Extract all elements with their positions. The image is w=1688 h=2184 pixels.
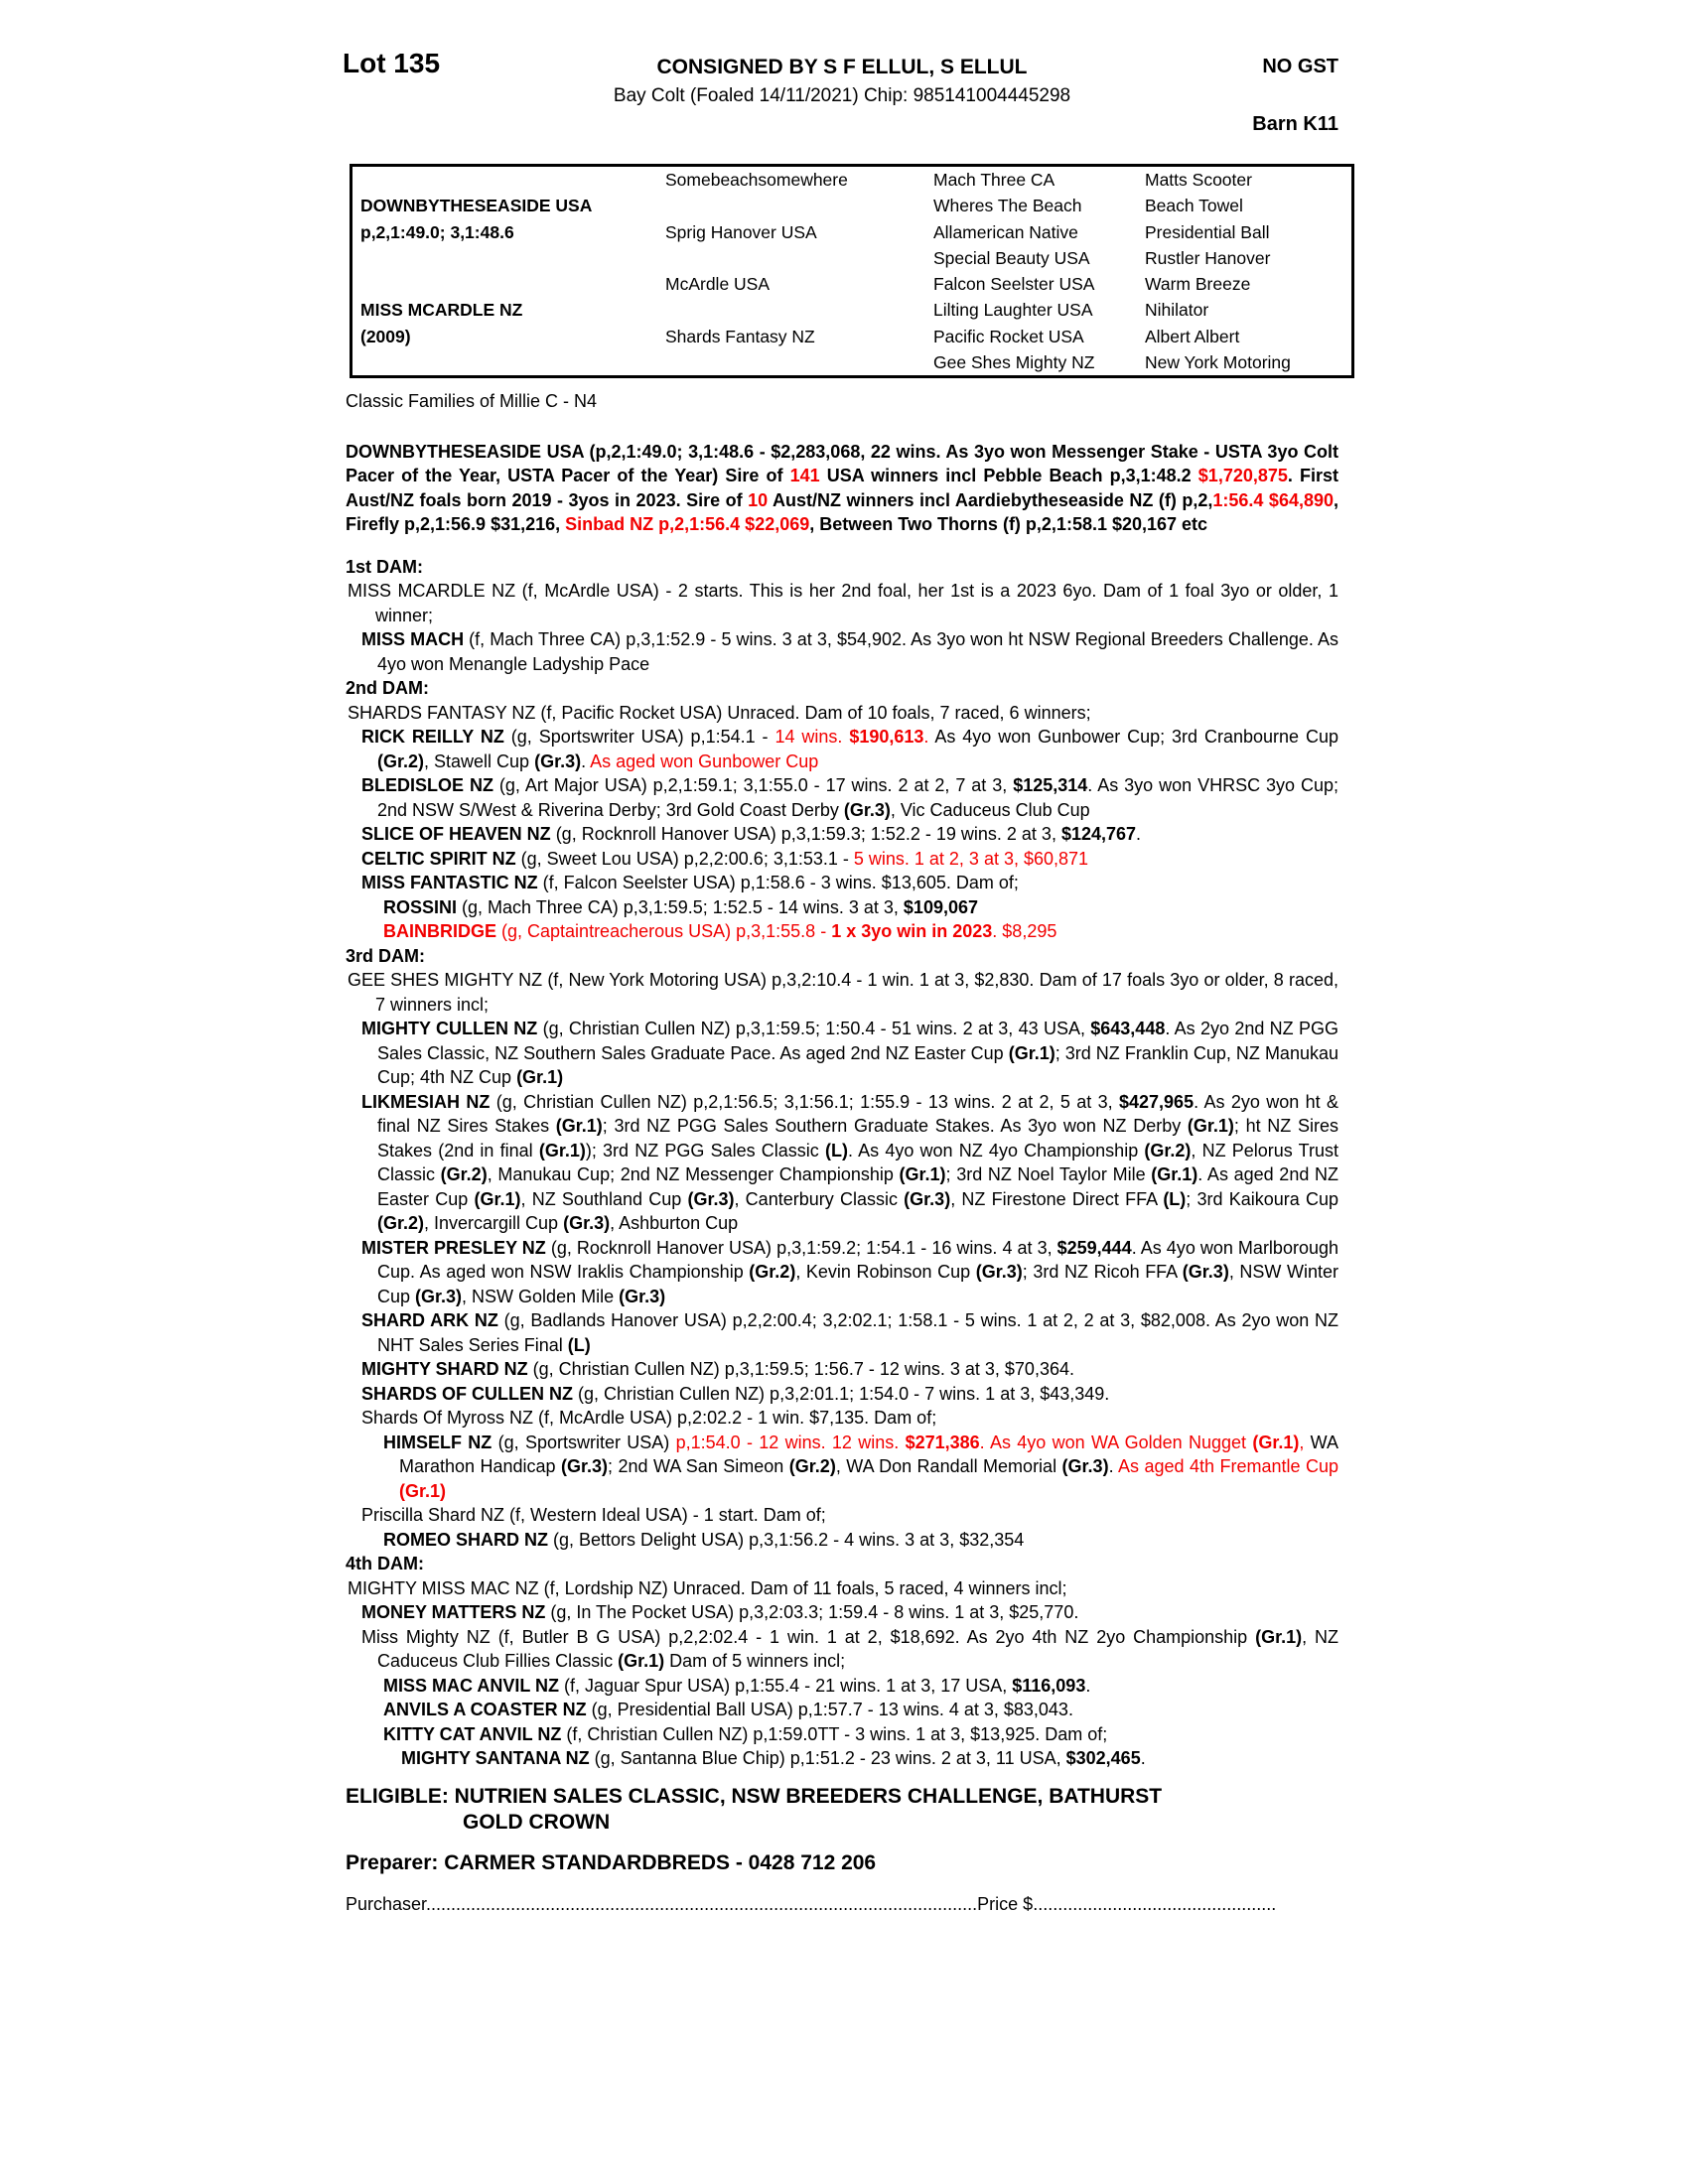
entry-likmesiah-run: (Gr.1) [1151,1164,1198,1184]
entry-likmesiah-run: (Gr.1) [555,1116,603,1136]
sire-summary-run: DOWNBYTHESEASIDE USA (p,2,1:49.0; 3,1:48.6 - $2,283,068, 22 wins. As 3yo won Messenger Stake - USTA 3yo Colt Pacer of the Year, USTA Pacer of the Year) Sire of [346,441,1338,485]
entry-shards-of-cullen [346,1382,1338,1407]
entry-gee-shes-mighty-run: GEE SHES MIGHTY NZ (f, New York Motoring USA) p,3,2:10.4 - 1 win. 1 at 3, $2,830. Dam of 17 foals 3yo or older, 8 raced, 7 winners incl; [348,970,1338,1015]
entry-bainbridge-run: 1 x 3yo win in 2023 [831,921,993,941]
entry-himself-run: , WA Don Randall Memorial [835,1456,1062,1476]
entry-shards-of-myross [346,1406,1338,1431]
entry-himself-run: . [1108,1456,1119,1476]
entry-likmesiah-run: ); 3rd NZ PGG Sales Classic [585,1140,825,1160]
pedigree-cell: DOWNBYTHESEASIDE USA [360,196,593,216]
entry-mister-presley-run: (Gr.3) [619,1286,666,1306]
pedigree-cell: Beach Towel [1145,196,1243,216]
entry-likmesiah-run: , Ashburton Cup [610,1213,739,1233]
pedigree-table [352,167,1351,375]
dam4-heading [346,1552,1338,1576]
entry-bledisloe-run: . As 3yo won VHRSC 3yo Cup; 2nd NSW S/West & Riverina Derby; 3rd Gold Coast Derby [377,775,1338,820]
pedigree-row [352,167,1351,193]
pedigree-cell [352,271,665,297]
entry-celtic-spirit-run: CELTIC SPIRIT NZ [361,848,516,869]
entry-miss-mcardle [346,579,1338,627]
entry-miss-mac-anvil [346,1674,1338,1699]
entry-himself-run: (Gr.1) [1252,1432,1300,1452]
entry-shard-ark [346,1308,1338,1357]
sire-summary-run: 10 [748,489,769,510]
pedigree-cell: Gee Shes Mighty NZ [933,351,1095,372]
entry-likmesiah-run: ; 3rd NZ Noel Taylor Mile [945,1164,1152,1184]
eligible-line-1-run: ELIGIBLE: NUTRIEN SALES CLASSIC, NSW BREEDERS CHALLENGE, BATHURST [346,1784,1163,1808]
entry-mighty-cullen [346,1017,1338,1090]
entry-himself-run: (g, Sportswriter USA) [492,1432,676,1452]
dam2-heading [346,676,1338,701]
entry-celtic-spirit-run: (g, Sweet Lou USA) p,2,2:00.6; 3,1:53.1 - [515,848,854,869]
entry-romeo-shard-run: ROMEO SHARD NZ [383,1529,548,1550]
entry-miss-fantastic-run: MISS FANTASTIC NZ [361,873,538,892]
sire-summary-run: . First Aust/NZ foals born 2019 - 3yos in 2023. Sire of [346,466,1338,510]
entry-mighty-cullen-run: (g, Christian Cullen NZ) p,3,1:59.5; 1:50.4 - 51 wins. 2 at 3, 43 USA, [537,1019,1091,1038]
entry-mighty-cullen-run: MIGHTY CULLEN NZ [361,1019,538,1038]
entry-miss-mach [346,627,1338,676]
entry-shard-ark-run: (g, Badlands Hanover USA) p,2,2:00.4; 3,2:02.1; 1:58.1 - 5 wins. 1 at 2, 2 at 3, $82,008. As 2yo won NZ NHT Sales Series Final [377,1310,1339,1355]
entry-miss-mach-run: (f, Mach Three CA) p,3,1:52.9 - 5 wins. 3 at 3, $54,902. As 3yo won ht NSW Regional Breeders Challenge. As 4yo won Menangle Ladyship Pace [377,629,1339,674]
dam3-heading [346,944,1338,969]
entry-likmesiah-run: $427,965 [1119,1091,1195,1112]
pedigree-cell: Somebeachsomewhere [665,170,848,191]
entry-money-matters-run: MONEY MATTERS NZ [361,1602,546,1622]
entry-mister-presley-run: , NSW Winter Cup [377,1262,1338,1306]
entry-rick-reilly-run: (Gr.2) [377,751,425,771]
pedigree-cell [352,245,665,271]
entry-rick-reilly-run: (g, Sportswriter USA) p,1:54.1 - [503,727,775,747]
entry-rick-reilly [346,725,1338,773]
entry-rossini-run: ROSSINI [383,896,458,917]
entry-miss-mac-anvil-run: . [1085,1675,1091,1696]
entry-likmesiah-run: ; 3rd NZ PGG Sales Southern Graduate Stakes. As 3yo won NZ Derby [602,1116,1188,1136]
entry-celtic-spirit-run: 5 wins. 1 at 2, 3 at 3, $60,871 [853,848,1089,869]
entry-mighty-miss-mac [346,1576,1338,1601]
sire-summary [346,440,1338,537]
entry-mister-presley-run: , Kevin Robinson Cup [795,1262,976,1282]
entry-himself-run: (Gr.2) [788,1456,836,1476]
entry-miss-mighty-run: Miss Mighty NZ (f, Butler B G USA) p,2,2:02.4 - 1 win. 1 at 2, $18,692. As 2yo 4th NZ 2yo Championship [361,1626,1256,1647]
entry-slice-of-heaven-run: . [1136,824,1142,844]
pedigree-cell: p,2,1:49.0; 3,1:48.6 [360,221,514,242]
entry-miss-mac-anvil-run: $116,093 [1012,1675,1086,1696]
entry-anvils-a-coaster [346,1698,1338,1722]
entry-rossini [346,895,1338,920]
pedigree-table-body [352,167,1351,375]
pedigree-cell: Pacific Rocket USA [933,326,1084,346]
entry-likmesiah-run: (Gr.3) [904,1188,951,1209]
entry-likmesiah-run: ; 3rd Kaikoura Cup [1186,1188,1339,1209]
entry-rossini-run: $109,067 [903,896,978,917]
entry-miss-mighty-run: Dam of 5 winners incl; [664,1651,846,1671]
entry-romeo-shard [346,1528,1338,1553]
entry-shards-fantasy [346,701,1338,726]
pedigree-row [352,349,1351,375]
entry-himself-run: As aged 4th Fremantle Cup [1118,1456,1339,1476]
entry-likmesiah-run: (L) [1163,1188,1187,1209]
entry-likmesiah-run: , Manukau Cup; 2nd NZ Messenger Championship [487,1164,900,1184]
entry-rick-reilly-run: . [581,751,591,771]
classic-families-line [346,389,1338,414]
barn-number: Barn K11 [1252,113,1338,135]
pedigree-cell: (2009) [360,326,411,346]
pedigree-cell: Shards Fantasy NZ [665,326,815,346]
entry-money-matters [346,1600,1338,1625]
sire-summary-run: 141 [789,466,820,485]
pedigree-cell: Warm Breeze [1145,274,1251,295]
entry-miss-mighty [346,1625,1338,1674]
pedigree-cell: Wheres The Beach [933,196,1082,216]
preparer-line [346,1851,1338,1876]
sire-summary-run: Aust/NZ winners incl Aardiebytheseaside NZ (f) p,2, [768,489,1213,510]
pedigree-cell: Allamerican Native [933,221,1078,242]
pedigree-cell [665,245,933,271]
entry-rick-reilly-run: $190,613 [849,727,924,747]
entry-mister-presley [346,1236,1338,1309]
eligible-line-1 [346,1785,1338,1810]
entry-rick-reilly-run: , Stawell Cup [424,751,535,771]
entry-miss-mighty-run: , NZ Caduceus Club Fillies Classic [377,1626,1338,1671]
entry-likmesiah-run: (Gr.3) [563,1213,611,1233]
entry-mighty-cullen-run: (Gr.1) [1008,1042,1055,1063]
entry-himself-run: ; 2nd WA San Simeon [608,1456,789,1476]
entry-kitty-cat-anvil-run: (f, Christian Cullen NZ) p,1:59.0TT - 3 wins. 1 at 3, $13,925. Dam of; [561,1723,1108,1744]
entry-likmesiah-run: , NZ Firestone Direct FFA [950,1188,1164,1209]
entry-likmesiah-run: (Gr.1) [538,1140,586,1160]
sire-summary-run: , Firefly p,2,1:56.9 $31,216, [346,489,1339,534]
entry-likmesiah [346,1090,1338,1236]
pedigree-row [352,245,1351,271]
entry-likmesiah-run: (Gr.2) [377,1213,425,1233]
pedigree-cell: New York Motoring [1145,351,1291,372]
pedigree-cell: Falcon Seelster USA [933,274,1095,295]
entry-slice-of-heaven-run: $124,767 [1060,824,1137,844]
pedigree-cell [352,349,665,375]
entry-shards-fantasy-run: SHARDS FANTASY NZ (f, Pacific Rocket USA) Unraced. Dam of 10 foals, 7 raced, 6 winners; [348,702,1091,723]
gst-status: NO GST [1262,56,1338,77]
entry-himself-run: , [1299,1432,1305,1452]
entry-bainbridge-run: . $8,295 [992,921,1057,941]
entry-mister-presley-run: ; 3rd NZ Ricoh FFA [1022,1262,1183,1282]
pedigree-row [352,219,1351,245]
entry-likmesiah-run: (Gr.1) [1187,1116,1234,1136]
entry-miss-fantastic-run: (f, Falcon Seelster USA) p,1:58.6 - 3 wins. $13,605. Dam of; [537,873,1019,892]
entry-rick-reilly-run: RICK REILLY NZ [361,727,504,747]
eligible-line-2-run: GOLD CROWN [463,1811,611,1834]
pedigree-cell: Presidential Ball [1145,221,1270,242]
purchaser-line-run: ................................................. [1033,1893,1277,1914]
entry-slice-of-heaven [346,822,1338,847]
purchaser-line-run: ............................................................................................................... [426,1893,978,1914]
entry-mighty-santana-run: . [1140,1748,1146,1768]
entry-mighty-santana-run: $302,465 [1065,1748,1141,1768]
entry-rick-reilly-run: As aged won Gunbower Cup [590,751,819,771]
entry-kitty-cat-anvil-run: KITTY CAT ANVIL NZ [383,1723,562,1744]
sire-summary-run: Sinbad NZ p,2,1:56.4 $22,069 [565,514,810,534]
entry-mighty-cullen-run: $643,448 [1090,1019,1166,1038]
entry-mighty-shard-run: MIGHTY SHARD NZ [361,1359,528,1379]
sire-summary-run: , Between Two Thorns (f) p,2,1:58.1 $20,167 etc [809,514,1208,534]
entry-likmesiah-run: , NZ Southland Cup [520,1188,688,1209]
entry-likmesiah-run: , NZ Pelorus Trust Classic [377,1140,1338,1184]
entry-miss-mac-anvil-run: (f, Jaguar Spur USA) p,1:55.4 - 21 wins. 1 at 3, 17 USA, [559,1675,1013,1696]
entry-likmesiah-run: . As 4yo won NZ 4yo Championship [847,1140,1145,1160]
entry-mighty-cullen-run: ; 3rd NZ Franklin Cup, NZ Manukau Cup; 4th NZ Cup [377,1042,1338,1087]
pedigree-cell: MISS MCARDLE NZ [360,300,523,321]
pedigree-box [350,164,1354,378]
pedigree-cell: Matts Scooter [1145,170,1252,191]
entry-shards-of-cullen-run: (g, Christian Cullen NZ) p,3,2:01.1; 1:54.0 - 7 wins. 1 at 3, $43,349. [573,1383,1110,1404]
entry-shard-ark-run: SHARD ARK NZ [361,1310,498,1330]
entry-mighty-shard [346,1357,1338,1382]
pedigree-row [352,193,1351,218]
entry-mister-presley-run: (Gr.2) [749,1262,796,1282]
dam4-heading-run: 4th DAM: [346,1554,424,1573]
entry-mighty-santana-run: MIGHTY SANTANA NZ [401,1748,590,1768]
entry-shards-of-myross-run: Shards Of Myross NZ (f, McArdle USA) p,2:02.2 - 1 win. $7,135. Dam of; [361,1408,937,1428]
entry-anvils-a-coaster-run: ANVILS A COASTER NZ [383,1700,587,1719]
entry-himself-run: $271,386 [905,1432,980,1452]
entry-rick-reilly-run: . [923,727,929,747]
pedigree-cell [665,297,933,323]
dam1-heading [346,555,1338,580]
entry-bledisloe-run: , Vic Caduceus Club Cup [890,799,1090,820]
entry-mister-presley-run: (Gr.3) [1182,1262,1229,1282]
entry-shards-of-cullen-run: SHARDS OF CULLEN NZ [361,1383,573,1404]
pedigree-cell: Special Beauty USA [933,247,1090,268]
entry-celtic-spirit [346,847,1338,872]
entry-himself-run: (Gr.1) [399,1480,447,1501]
dam1-heading-run: 1st DAM: [346,556,424,577]
pedigree-cell: Mach Three CA [933,170,1055,191]
entry-mister-presley-run: (Gr.3) [975,1262,1023,1282]
dam2-heading-run: 2nd DAM: [346,678,429,698]
classic-families-line-run: Classic Families of Millie C - N4 [346,391,598,411]
entry-slice-of-heaven-run: (g, Rocknroll Hanover USA) p,3,1:59.3; 1:52.2 - 19 wins. 2 at 3, [550,824,1061,844]
pedigree-cell [352,167,665,193]
entry-likmesiah-run: . As aged 2nd NZ Easter Cup [377,1164,1338,1209]
entry-likmesiah-run: (Gr.2) [1144,1140,1192,1160]
entry-mighty-santana [346,1746,1338,1771]
entry-mighty-cullen-run: . As 2yo 2nd NZ PGG Sales Classic, NZ Southern Sales Graduate Pace. As aged 2nd NZ Easter Cup [377,1019,1338,1063]
entry-likmesiah-run: LIKMESIAH NZ [361,1091,491,1112]
pedigree-cell: Nihilator [1145,300,1209,321]
entry-likmesiah-run: (L) [824,1140,848,1160]
entry-money-matters-run: (g, In The Pocket USA) p,3,2:03.3; 1:59.4 - 8 wins. 1 at 3, $25,770. [545,1602,1079,1622]
foaling-details: Bay Colt (Foaled 14/11/2021) Chip: 985141004445298 [613,85,1071,106]
entry-shard-ark-run: (L) [567,1334,591,1355]
entry-rick-reilly-run: As 4yo won Gunbower Cup; 3rd Cranbourne Cup [928,727,1338,747]
entry-bledisloe-run: BLEDISLOE NZ [361,775,493,795]
lot-number: Lot 135 [343,48,441,78]
entry-likmesiah-run: , Canterbury Classic [734,1188,905,1209]
purchaser-line-run: Purchaser [346,1893,427,1914]
entry-priscilla-shard [346,1503,1338,1528]
entry-kitty-cat-anvil [346,1722,1338,1747]
dam3-heading-run: 3rd DAM: [346,945,425,966]
entry-himself-run: (Gr.3) [1061,1456,1109,1476]
entry-mighty-cullen-run: (Gr.1) [516,1067,564,1087]
entry-miss-mach-run: MISS MACH [361,629,465,649]
entry-himself-run: HIMSELF NZ [383,1432,492,1452]
entry-mister-presley-run: (g, Rocknroll Hanover USA) p,3,1:59.2; 1:54.1 - 16 wins. 4 at 3, [545,1237,1057,1258]
entry-miss-mighty-run: (Gr.1) [618,1651,665,1671]
entry-likmesiah-run: (Gr.3) [687,1188,735,1209]
entry-miss-mighty-run: (Gr.1) [1255,1626,1303,1647]
entry-bledisloe-run: $125,314 [1013,775,1088,795]
entry-himself-run: p,1:54.0 - 12 wins. 12 wins. [675,1432,906,1452]
entry-miss-mac-anvil-run: MISS MAC ANVIL NZ [383,1675,560,1696]
entry-likmesiah-run: . As 2yo won ht & final NZ Sires Stakes [377,1091,1339,1136]
entry-mighty-miss-mac-run: MIGHTY MISS MAC NZ (f, Lordship NZ) Unraced. Dam of 11 foals, 5 raced, 4 winners incl; [348,1577,1067,1598]
entry-slice-of-heaven-run: SLICE OF HEAVEN NZ [361,824,551,844]
pedigree-cell: Sprig Hanover USA [665,221,817,242]
pedigree-row [352,324,1351,349]
entry-rick-reilly-run: 14 wins. [774,727,850,747]
entry-bledisloe [346,773,1338,822]
purchaser-line [346,1892,1338,1917]
entry-mighty-santana-run: (g, Santanna Blue Chip) p,1:51.2 - 23 wins. 2 at 3, 11 USA, [589,1748,1066,1768]
entry-mister-presley-run: MISTER PRESLEY NZ [361,1237,546,1258]
entry-bledisloe-run: (Gr.3) [843,799,891,820]
entry-himself-run: (Gr.3) [561,1456,609,1476]
pedigree-cell: Lilting Laughter USA [933,300,1093,321]
pedigree-cell: Rustler Hanover [1145,247,1271,268]
entry-anvils-a-coaster-run: (g, Presidential Ball USA) p,1:57.7 - 13 wins. 4 at 3, $83,043. [586,1700,1073,1719]
entry-bainbridge-run: BAINBRIDGE [383,921,497,941]
entry-himself-run: WA Marathon Handicap [399,1432,1338,1476]
entry-bledisloe-run: (g, Art Major USA) p,2,1:59.1; 3,1:55.0 - 17 wins. 2 at 2, 7 at 3, [492,775,1014,795]
entry-mister-presley-run: $259,444 [1056,1237,1132,1258]
pedigree-text [346,389,1338,1916]
entry-himself-run: . As 4yo won WA Golden Nugget [979,1432,1253,1452]
entry-likmesiah-run: (Gr.1) [474,1188,521,1209]
eligible-line-2 [346,1809,1338,1836]
entry-likmesiah-run: (g, Christian Cullen NZ) p,2,1:56.5; 3,1:56.1; 1:55.9 - 13 wins. 2 at 2, 5 at 3, [490,1091,1119,1112]
entry-bainbridge [346,919,1338,944]
sire-summary-run: $1,720,875 [1197,466,1288,485]
entry-himself [346,1431,1338,1504]
entry-rick-reilly-run: (Gr.3) [534,751,582,771]
entry-romeo-shard-run: (g, Bettors Delight USA) p,3,1:56.2 - 4 wins. 3 at 3, $32,354 [548,1529,1025,1550]
entry-likmesiah-run: (Gr.2) [440,1164,488,1184]
pedigree-cell: McArdle USA [665,274,771,295]
pedigree-cell [665,193,933,218]
sire-summary-run: 1:56.4 $64,890 [1212,489,1334,510]
entry-mister-presley-run: . As 4yo won Marlborough Cup. As aged won NSW Iraklis Championship [377,1237,1338,1282]
pedigree-cell: Albert Albert [1145,326,1240,346]
sire-summary-run: USA winners incl Pebble Beach p,3,1:48.2 [819,466,1198,485]
entry-mighty-shard-run: (g, Christian Cullen NZ) p,3,1:59.5; 1:56.7 - 12 wins. 3 at 3, $70,364. [527,1359,1074,1379]
entry-gee-shes-mighty [346,968,1338,1017]
entry-likmesiah-run: (Gr.1) [899,1164,946,1184]
entry-mister-presley-run: , NSW Golden Mile [462,1286,620,1306]
purchaser-line-run: Price $ [977,1893,1034,1914]
entry-likmesiah-run: , Invercargill Cup [424,1213,564,1233]
entry-bainbridge-run: (g, Captaintreacherous USA) p,3,1:55.8 - [496,921,832,941]
entry-miss-fantastic [346,871,1338,895]
entry-mister-presley-run: (Gr.3) [415,1286,463,1306]
entry-rossini-run: (g, Mach Three CA) p,3,1:59.5; 1:52.5 - 14 wins. 3 at 3, [457,896,904,917]
entry-likmesiah-run: ; ht NZ Sires Stakes (2nd in final [377,1116,1338,1160]
pedigree-cell [665,349,933,375]
consignor-line: CONSIGNED BY S F ELLUL, S ELLUL [656,56,1028,78]
entry-miss-mcardle-run: MISS MCARDLE NZ (f, McArdle USA) - 2 starts. This is her 2nd foal, her 1st is a 2023 6yo. Dam of 1 foal 3yo or older, 1 winner; [348,581,1338,625]
entry-priscilla-shard-run: Priscilla Shard NZ (f, Western Ideal USA) - 1 start. Dam of; [361,1505,826,1525]
pedigree-row [352,271,1351,297]
preparer-line-run: Preparer: CARMER STANDARDBREDS - 0428 712 206 [346,1851,877,1874]
pedigree-row [352,297,1351,323]
